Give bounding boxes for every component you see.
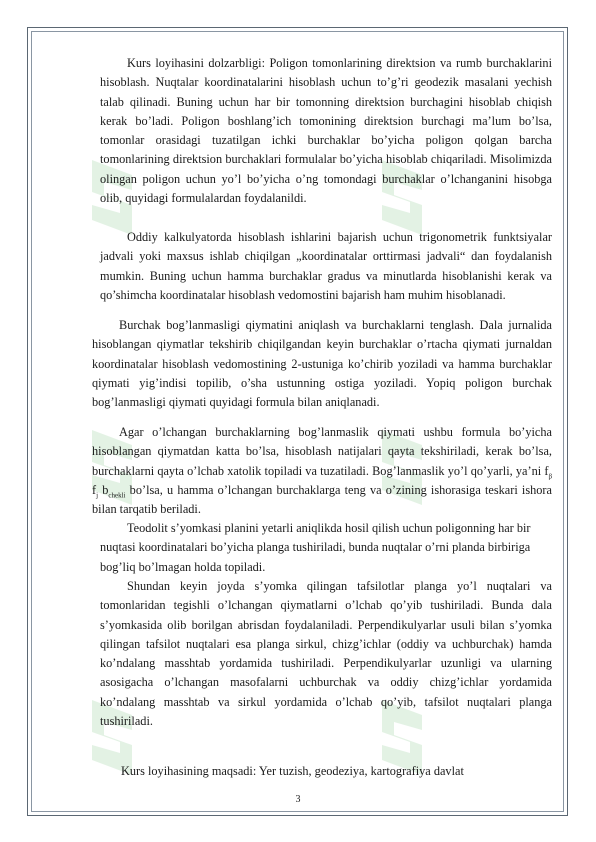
paragraph-misclosure-check <box>92 423 552 519</box>
closing-line: Kurs loyihasining maqsadi: Yer tuzish, geodeziya, kartografiya davlat <box>121 764 464 778</box>
paragraph-text: Teodolit s’yomkasi planini yetarli aniqlikda hosil qilish uchun poligonning har bir nuqtasi koordinatalari bo’yicha planga tushiriladi, bunda nuqtalar o’rni planda birbiriga bog’liq bo’lmagan holda topiladi. <box>100 521 531 574</box>
paragraph-text: Agar o’lchangan burchaklarning bog’lanmaslik qiymati ushbu formula bo’yicha hisoblangan qiymatdan katta bo’lsa, hisoblash natijalari qayta tekshiriladi, kerak bo’lsa, burchaklarni qayta o’lchab xatolik topiladi va tuzatiladi. Bog’lanmaslik yo’l qo’yarli, ya’ni $f_\beta$ $f_j$ $b_{chekli}$ bo’lsa, u hamma o’lchangan burchaklarga teng va o’zining ishorasiga teskari ishora bilan tarqatib beriladi. <box>92 425 552 517</box>
paragraph-theodolite <box>100 519 552 577</box>
page-number: 3 <box>295 794 301 805</box>
paragraph-plotting <box>100 577 552 731</box>
paragraph-text: Oddiy kalkulyatorda hisoblash ishlarini bajarish uchun trigonometrik funktsiyalar jadvali yoki maxsus ishlab chiqilgan „koordinatalar orttirmasi jadvali“ dan foydalanish mumkin. Buning uchun hamma burchaklar gradus va minutlarda hisoblanishi kerak va qo’shimcha koordinatalar hisoblash vedomostini bajarish ham muhim hisoblanadi. <box>100 230 552 302</box>
paragraph-text: Shundan keyin joyda s’yomka qilingan tafsilotlar planga yo’l nuqtalari va tomonlaridan tegishli o’lchangan qiymatlarni o’lchab qo’yib tushiriladi. Bunda dala s’yomkasida olib borilgan abrisdan foydalaniladi. Perpendikulyarlar usuli bilan s’yomka qilingan tafsilot nuqtalari esa planga sirkul, chizg’ichlar (oddiy va uchburchak) hamda ko’ndalang masshtab yordamida tushiriladi. Perpendikulyarlar uzunligi va ularning asosigacha o’lchangan masofalarni uchburchak va oddiy chizg’ichlar yordamida ko’ndalang masshtab va sirkul yordamida o’lchab qo’yib, tafsilot nuqtalari planga tushiriladi. <box>100 579 552 729</box>
paragraph-relevance <box>100 54 552 208</box>
paragraph-text: Burchak bog’lanmasligi qiymatini aniqlash va burchaklarni tenglash. Dala jurnalida hisoblangan qiymatlar tekshirib chiqilgandan keyin burchaklar o’rtacha qiymati jurnaldan koordinatalar hisoblash vedomostining 2-ustuniga ko’chirib yoziladi va hamma burchaklar qiymati yig’indisi topilib, o’sha ustunning ostiga yoziladi. Yopiq poligon burchak bog’lanmasligi qiymati quyidagi formula bilan aniqlanadi. <box>92 318 552 410</box>
paragraph-calculator <box>100 228 552 305</box>
paragraph-angle-misclosure <box>92 316 552 412</box>
paragraph-text: Kurs loyihasini dolzarbligi: Poligon tomonlarining direktsion va rumb burchaklarini hisoblash. Nuqtalar koordinatalarini hisoblash uchun to’g’ri geodezik masalani yechish talab qilinadi. Buning uchun har bir tomonning direktsion burchagini hisoblab chiqish kerak bo’ladi. Poligon boshlang’ich tomonining direktsion burchagi ma’lum bo’lsa, tomonlar orasidagi tuzatilgan ichki burchaklar bo’yicha poligon qolgan barcha tomonlarining direktsion burchaklari formulalar bo’yicha hisoblab chiqariladi. Misolimizda olingan poligon uchun yo’l bo’yicha o’ng tomondagi burchaklar o’lchanganini hisobga olib, quyidagi formulalardan foydalanildi. <box>100 56 552 206</box>
